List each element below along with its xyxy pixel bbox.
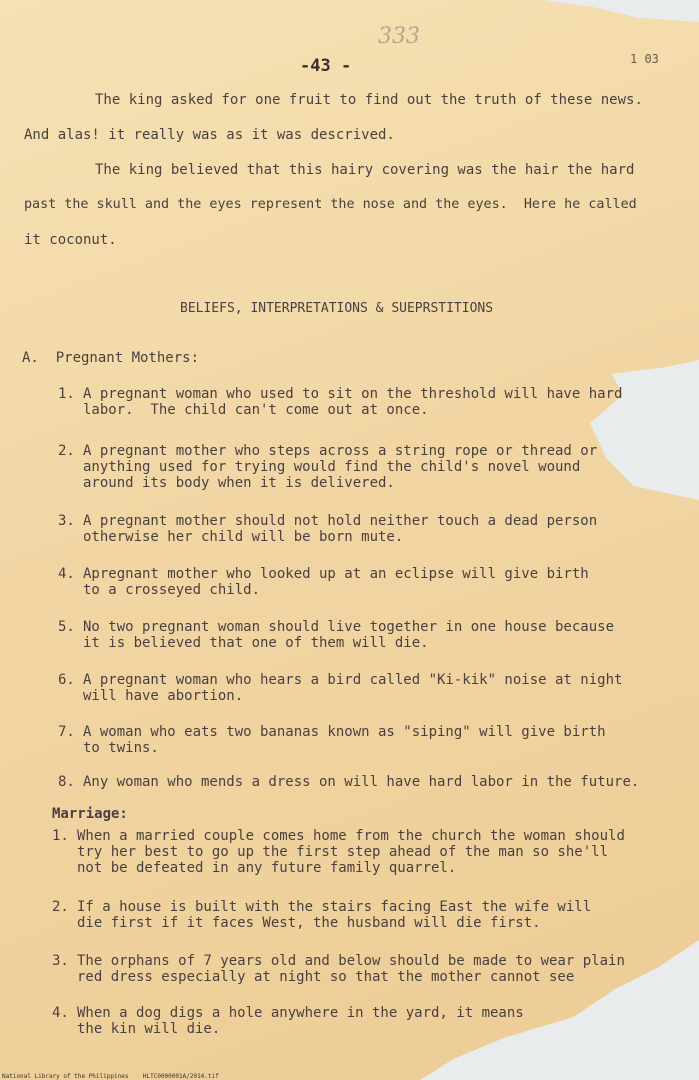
- story-paragraph-2-line-1: The king believed that this hairy covering was the hair the hard: [95, 162, 635, 178]
- item-number: 3.: [52, 953, 69, 969]
- story-paragraph-2-line-2: past the skull and the eyes represent the nose and the eyes. Here he called: [24, 197, 637, 212]
- item-line: die first if it faces West, the husband will die first.: [77, 915, 541, 931]
- item-number: 4.: [58, 566, 75, 582]
- item-line: A pregnant mother who steps across a string rope or thread or: [83, 443, 598, 459]
- corner-mark: 1 03: [630, 52, 659, 66]
- item-line: it is believed that one of them will die.: [83, 635, 429, 651]
- story-paragraph-1-line-2: And alas! it really was as it was descrived.: [24, 127, 395, 143]
- item-number: 7.: [58, 724, 75, 740]
- item-number: 4.: [52, 1005, 69, 1021]
- item-line: will have abortion.: [83, 688, 244, 704]
- item-line: A woman who eats two bananas known as "siping" will give birth: [83, 724, 606, 740]
- item-line: to a crosseyed child.: [83, 582, 261, 598]
- item-number: 6.: [58, 672, 75, 688]
- item-number: 2.: [52, 899, 69, 915]
- item-line: Apregnant mother who looked up at an eclipse will give birth: [83, 566, 589, 582]
- item-number: 8.: [58, 774, 75, 790]
- item-line: labor. The child can't come out at once.: [83, 402, 429, 418]
- item-line: A pregnant woman who used to sit on the threshold will have hard: [83, 386, 623, 402]
- item-line: When a dog digs a hole anywhere in the yard, it means: [77, 1005, 524, 1021]
- item-line: otherwise her child will be born mute.: [83, 529, 404, 545]
- item-line: A pregnant woman who hears a bird called "Ki-kik" noise at night: [83, 672, 623, 688]
- torn-edge-right: [590, 360, 699, 500]
- item-line: A pregnant mother should not hold neither touch a dead person: [83, 513, 598, 529]
- item-line: not be defeated in any future family quarrel.: [77, 860, 457, 876]
- torn-edge-top-right: [545, 0, 699, 22]
- item-number: 1.: [52, 828, 69, 844]
- item-line: The orphans of 7 years old and below should be made to wear plain: [77, 953, 625, 969]
- item-number: 5.: [58, 619, 75, 635]
- item-line: around its body when it is delivered.: [83, 475, 395, 491]
- item-line: the kin will die.: [77, 1021, 221, 1037]
- handwritten-page-number: 333: [378, 24, 420, 49]
- section-title: BELIEFS, INTERPRETATIONS & SUEPRSTITIONS: [180, 301, 494, 316]
- story-paragraph-2-line-3: it coconut.: [24, 232, 117, 248]
- item-line: red dress especially at night so that the mother cannot see: [77, 969, 575, 985]
- item-line: try her best to go up the first step ahead of the man so she'll: [77, 844, 609, 860]
- item-line: to twins.: [83, 740, 159, 756]
- item-number: 2.: [58, 443, 75, 459]
- item-line: Any woman who mends a dress on will have hard labor in the future.: [83, 774, 640, 790]
- item-line: If a house is built with the stairs facing East the wife will: [77, 899, 592, 915]
- item-line: No two pregnant woman should live together in one house because: [83, 619, 615, 635]
- item-number: 3.: [58, 513, 75, 529]
- typed-page-number: -43 -: [300, 56, 352, 76]
- item-line: When a married couple comes home from the church the woman should: [77, 828, 625, 844]
- item-line: anything used for trying would find the child's novel wound: [83, 459, 581, 475]
- marriage-heading: Marriage:: [52, 806, 128, 822]
- pregnant-mothers-heading: A. Pregnant Mothers:: [22, 350, 200, 366]
- story-paragraph-1-line-1: The king asked for one fruit to find out the truth of these news.: [95, 92, 643, 108]
- archive-footer: National Library of the Philippines HLTC0000001A/2014.tif: [2, 1073, 219, 1080]
- item-number: 1.: [58, 386, 75, 402]
